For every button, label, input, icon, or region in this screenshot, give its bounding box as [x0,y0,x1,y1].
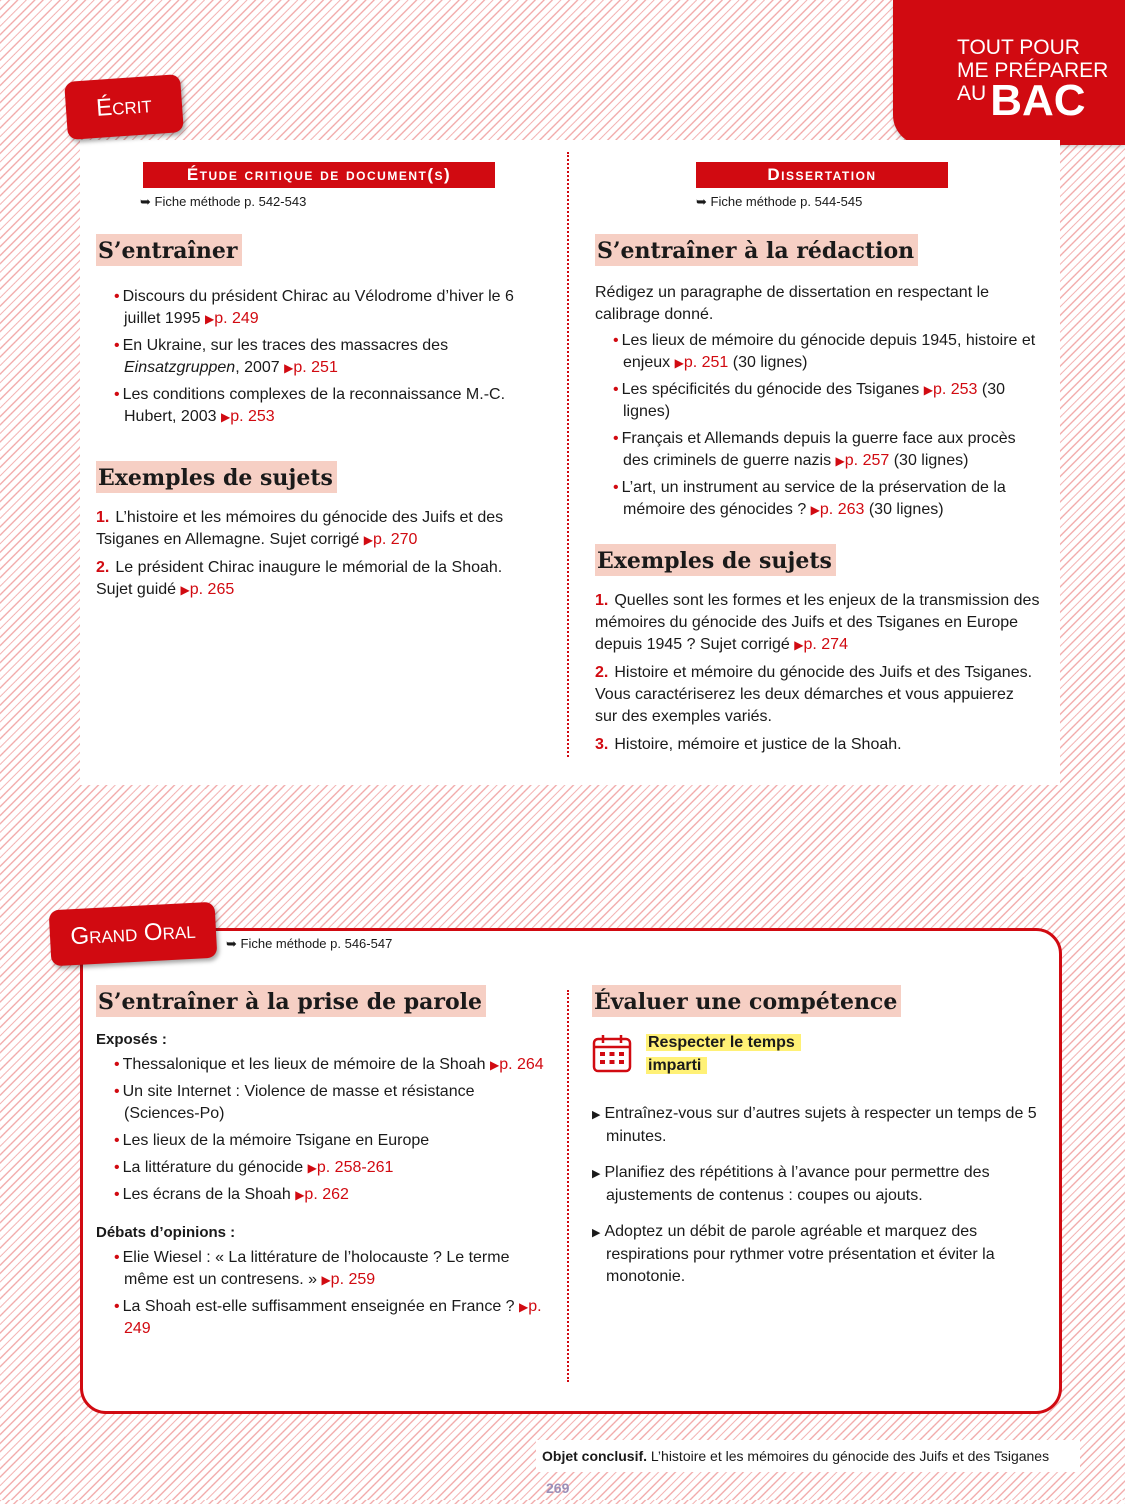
oral-left-heading: S’entraîner à la prise de parole [96,985,486,1017]
advice-item: ▶ Adoptez un débit de parole agréable et marquez des respirations pour rythmer votre présentation et éviter la monotonie. [592,1221,1047,1288]
advice-item: ▶ Entraînez-vous sur d’autres sujets à respecter un temps de 5 minutes. [592,1103,1047,1148]
oral-exposes-label: Exposés : [96,1031,167,1048]
subject-item: 1. L’histoire et les mémoires du génocide des Juifs et des Tsiganes en Allemagne. Sujet corrigé ▶p. 270 [96,509,504,548]
ecrit-tab [64,74,184,140]
footer-label: Objet conclusif. [542,1448,648,1464]
fiche-arrow-icon: ➥ [696,194,707,209]
fiche-arrow-icon: ➥ [226,936,237,951]
oral-debats-label: Débats d’opinions : [96,1224,236,1241]
oral-tab [49,902,218,967]
dissertation-title: Dissertation [696,162,948,188]
list-item: • En Ukraine, sur les traces des massacres des Einsatzgruppen, 2007 ▶p. 251 [110,335,536,379]
oral-right-heading: Évaluer une compétence [592,985,901,1017]
ecrit-right-intro: Rédigez un paragraphe de dissertation en respectant le calibrage donné. [595,284,990,323]
list-item: • Thessalonique et les lieux de mémoire de la Shoah ▶p. 264 [110,1054,546,1076]
ecrit-left-fiche: ➥ Fiche méthode p. 542-543 [140,194,307,209]
ecrit-left-heading-2: Exemples de sujets [96,461,337,493]
ecrit-right-list [609,330,1040,521]
etude-critique-title: Étude critique de document(s) [143,162,495,188]
ecrit-tab-label: Écrit [95,91,153,122]
page-number: 269 [546,1480,570,1496]
list-item: • Elie Wiesel : « La littérature de l’holocauste ? Le terme même est un contresens. » ▶p. 259 [110,1247,546,1291]
list-item: • Un site Internet : Violence de masse et résistance (Sciences-Po) [110,1081,546,1125]
ecrit-left-subjects [96,507,536,601]
oral-exposes-list [110,1054,546,1206]
skill-line-2: imparti [646,1057,707,1074]
subject-item: 2. Histoire et mémoire du génocide des Juifs et des Tsiganes. Vous caractériserez les deux démarches et vous appuierez sur des exemples variés. [595,664,1033,725]
bac-line-2: ME PRÉPARER [957,59,1109,82]
ecrit-right-heading-1: S’entraîner à la rédaction [595,234,918,266]
oral-fiche: ➥ Fiche méthode p. 546-547 [226,936,393,951]
skill-line-1: Respecter le temps [646,1034,801,1051]
ecrit-right-heading-2: Exemples de sujets [595,544,836,576]
subject-item: 3. Histoire, mémoire et justice de la Shoah. [595,736,902,753]
footer-text: L’histoire et les mémoires du génocide des Juifs et des Tsiganes [650,1448,1050,1464]
oral-divider [567,990,569,1382]
list-item: • Les spécificités du génocide des Tsiganes ▶p. 253 (30 lignes) [609,379,1040,423]
list-item: • Les lieux de la mémoire Tsigane en Europe [110,1130,546,1152]
list-item: • La littérature du génocide ▶p. 258-261 [110,1157,546,1179]
bac-corner-tab [893,0,1125,145]
list-item: • Discours du président Chirac au Vélodrome d’hiver le 6 juillet 1995 ▶p. 249 [110,286,536,330]
list-item: • Français et Allemands depuis la guerre face aux procès des criminels de guerre nazis ▶p. 257 (30 lignes) [609,428,1040,472]
ecrit-left-list [110,286,536,428]
bac-line-3: AU [957,82,987,105]
ecrit-left-heading-1: S’entraîner [96,234,242,266]
list-item: • L’art, un instrument au service de la préservation de la mémoire des génocides ? ▶p. 263 (30 lignes) [609,477,1040,521]
subject-item: 1. Quelles sont les formes et les enjeux de la transmission des mémoires du génocide des Juifs et des Tsiganes en Europe depuis 1945 ? Sujet corrigé ▶p. 274 [595,592,1040,653]
ecrit-right-subjects [595,590,1040,756]
footer [536,1440,1080,1496]
fiche-arrow-icon: ➥ [140,194,151,209]
calendar-icon [592,1033,632,1073]
list-item: • La Shoah est-elle suffisamment enseignée en France ? ▶p. 249 [110,1296,546,1340]
bac-line-4: BAC [990,76,1086,125]
ecrit-divider [567,152,569,757]
list-item: • Les conditions complexes de la reconnaissance M.-C. Hubert, 2003 ▶p. 253 [110,384,536,428]
list-item: • Les écrans de la Shoah ▶p. 262 [110,1184,546,1206]
list-item: • Les lieux de mémoire du génocide depuis 1945, histoire et enjeux ▶p. 251 (30 lignes) [609,330,1040,374]
oral-tab-label: Grand Oral [69,916,197,951]
advice-item: ▶ Planifiez des répétitions à l’avance pour permettre des ajustements de contenus : coupes ou ajouts. [592,1162,1047,1207]
subject-item: 2. Le président Chirac inaugure le mémorial de la Shoah. Sujet guidé ▶p. 265 [96,559,503,598]
ecrit-right-fiche: ➥ Fiche méthode p. 544-545 [696,194,863,209]
oral-advice-list [592,1103,1047,1288]
bac-line-1: TOUT POUR [957,36,1080,59]
oral-debats-list [110,1247,546,1340]
